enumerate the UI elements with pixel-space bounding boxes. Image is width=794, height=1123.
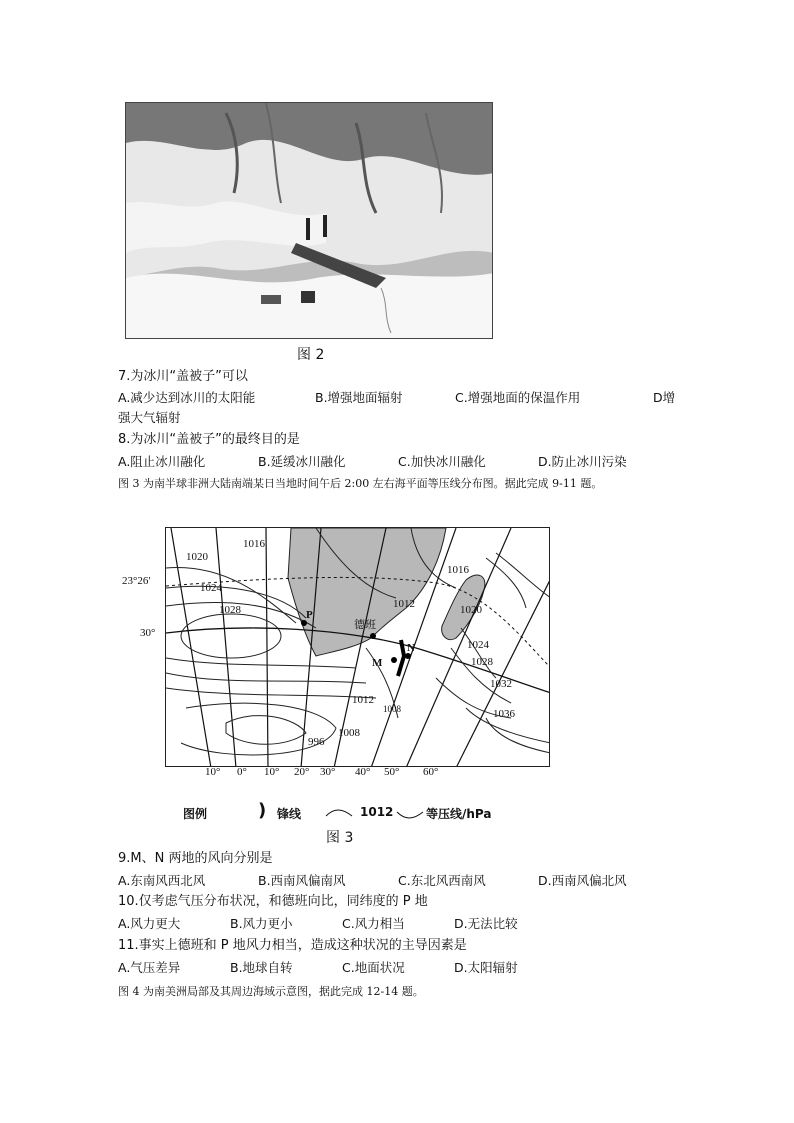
question-7-stem: 7.为冰川“盖被子”可以 [118, 369, 248, 384]
question-9-stem: 9.M、N 两地的风向分别是 [118, 851, 273, 866]
isobar-label-1028-e: 1028 [471, 656, 493, 668]
point-n-label: N [407, 642, 415, 654]
question-8-stem: 8.为冰川“盖被子”的最终目的是 [118, 432, 300, 447]
front-line [398, 640, 404, 676]
q7-option-d[interactable]: D增 [653, 390, 676, 405]
glacier-covered-illustration [126, 103, 493, 339]
isobar-label-1020-e: 1020 [460, 604, 482, 616]
q7-option-b[interactable]: B.增强地面辐射 [315, 390, 403, 405]
figure3-intro: 图 3 为南半球非洲大陆南端某日当地时间午后 2:00 左右海平面等压线分布图。据此完成 9-11 题。 [118, 477, 603, 490]
q9-option-d[interactable]: D.西南风偏北风 [538, 873, 627, 888]
lon-label-7: 50° [384, 766, 400, 778]
figure4-intro: 图 4 为南美洲局部及其周边海域示意图，据此完成 12-14 题。 [118, 985, 424, 998]
point-durban-label: 德班 [354, 618, 376, 631]
legend-isobar-label: 等压线/hPa [426, 807, 492, 821]
lat-label-tropic: 23°26′ [122, 575, 151, 587]
glacier-photo [125, 102, 493, 339]
q8-option-c[interactable]: C.加快冰川融化 [398, 454, 486, 469]
question-10-stem: 10.仅考虑气压分布状况，和德班向比，同纬度的 P 地 [118, 894, 428, 909]
legend-isobar-symbol-right [395, 808, 425, 820]
isobar-label-1008: 1008 [338, 727, 360, 739]
q10-option-b[interactable]: B.风力更小 [230, 916, 293, 931]
legend-isobar-symbol-left [324, 808, 354, 820]
lon-label-1: 10° [205, 766, 221, 778]
lon-label-8: 60° [423, 766, 439, 778]
question-8-options [118, 453, 683, 471]
question-11-stem: 11.事实上德班和 P 地风力相当，造成这种状况的主导因素是 [118, 938, 467, 953]
legend-front-symbol: ) [258, 800, 267, 821]
isobar-label-1024-w: 1024 [200, 582, 222, 594]
q11-option-a[interactable]: A.气压差异 [118, 960, 181, 975]
lon-label-5: 30° [320, 766, 336, 778]
isobar-label-1032: 1032 [490, 678, 512, 690]
isobar-label-1008-small: 1008 [383, 704, 401, 714]
q8-option-a[interactable]: A.阻止冰川融化 [118, 454, 206, 469]
isobar-label-1012-n: 1012 [393, 598, 415, 610]
figure2-caption: 图 2 [297, 347, 325, 363]
q8-option-d[interactable]: D.防止冰川污染 [538, 454, 627, 469]
question-10-options [118, 915, 683, 933]
point-durban-marker [370, 633, 376, 639]
isobar-label-1016-e: 1016 [447, 564, 469, 576]
point-p-label: P [306, 609, 313, 621]
q11-option-d[interactable]: D.太阳辐射 [454, 960, 518, 975]
legend-front-label: 锋线 [277, 807, 302, 821]
q8-option-b[interactable]: B.延缓冰川融化 [258, 454, 346, 469]
lon-label-3: 10° [264, 766, 280, 778]
lon-label-2: 0° [237, 766, 247, 778]
figure3-caption: 图 3 [326, 830, 354, 846]
q7-option-a[interactable]: A.减少达到冰川的太阳能 [118, 390, 256, 405]
isobar-label-1028-w: 1028 [219, 604, 241, 616]
q11-option-c[interactable]: C.地面状况 [342, 960, 405, 975]
q11-option-b[interactable]: B.地球自转 [230, 960, 293, 975]
q9-option-b[interactable]: B.西南风偏南风 [258, 873, 346, 888]
q10-option-d[interactable]: D.无法比较 [454, 916, 518, 931]
isobar-label-1012-s: 1012 [352, 694, 374, 706]
q7-option-c[interactable]: C.增强地面的保温作用 [455, 390, 581, 405]
legend-title: 图例 [183, 807, 208, 821]
q9-option-a[interactable]: A.东南风西北风 [118, 873, 206, 888]
q10-option-c[interactable]: C.风力相当 [342, 916, 405, 931]
isobar-label-996: 996 [308, 736, 325, 748]
isobar-label-1024-e: 1024 [467, 639, 489, 651]
isobar-label-1036: 1036 [493, 708, 515, 720]
lon-label-6: 40° [355, 766, 371, 778]
question-7-option-wrap: 强大气辐射 [118, 410, 181, 425]
point-m-label: M [372, 657, 383, 669]
q10-option-a[interactable]: A.风力更大 [118, 916, 181, 931]
lon-label-4: 20° [294, 766, 310, 778]
question-9-options [118, 872, 683, 890]
question-11-options [118, 959, 683, 977]
q9-option-c[interactable]: C.东北风西南风 [398, 873, 486, 888]
lat-label-30: 30° [140, 627, 156, 639]
question-7-options [118, 389, 683, 407]
isobar-label-1020-w: 1020 [186, 551, 208, 563]
legend-isobar-value: 1012 [360, 805, 394, 819]
isobar-label-1016-w: 1016 [243, 538, 265, 550]
point-m-marker [391, 657, 397, 663]
